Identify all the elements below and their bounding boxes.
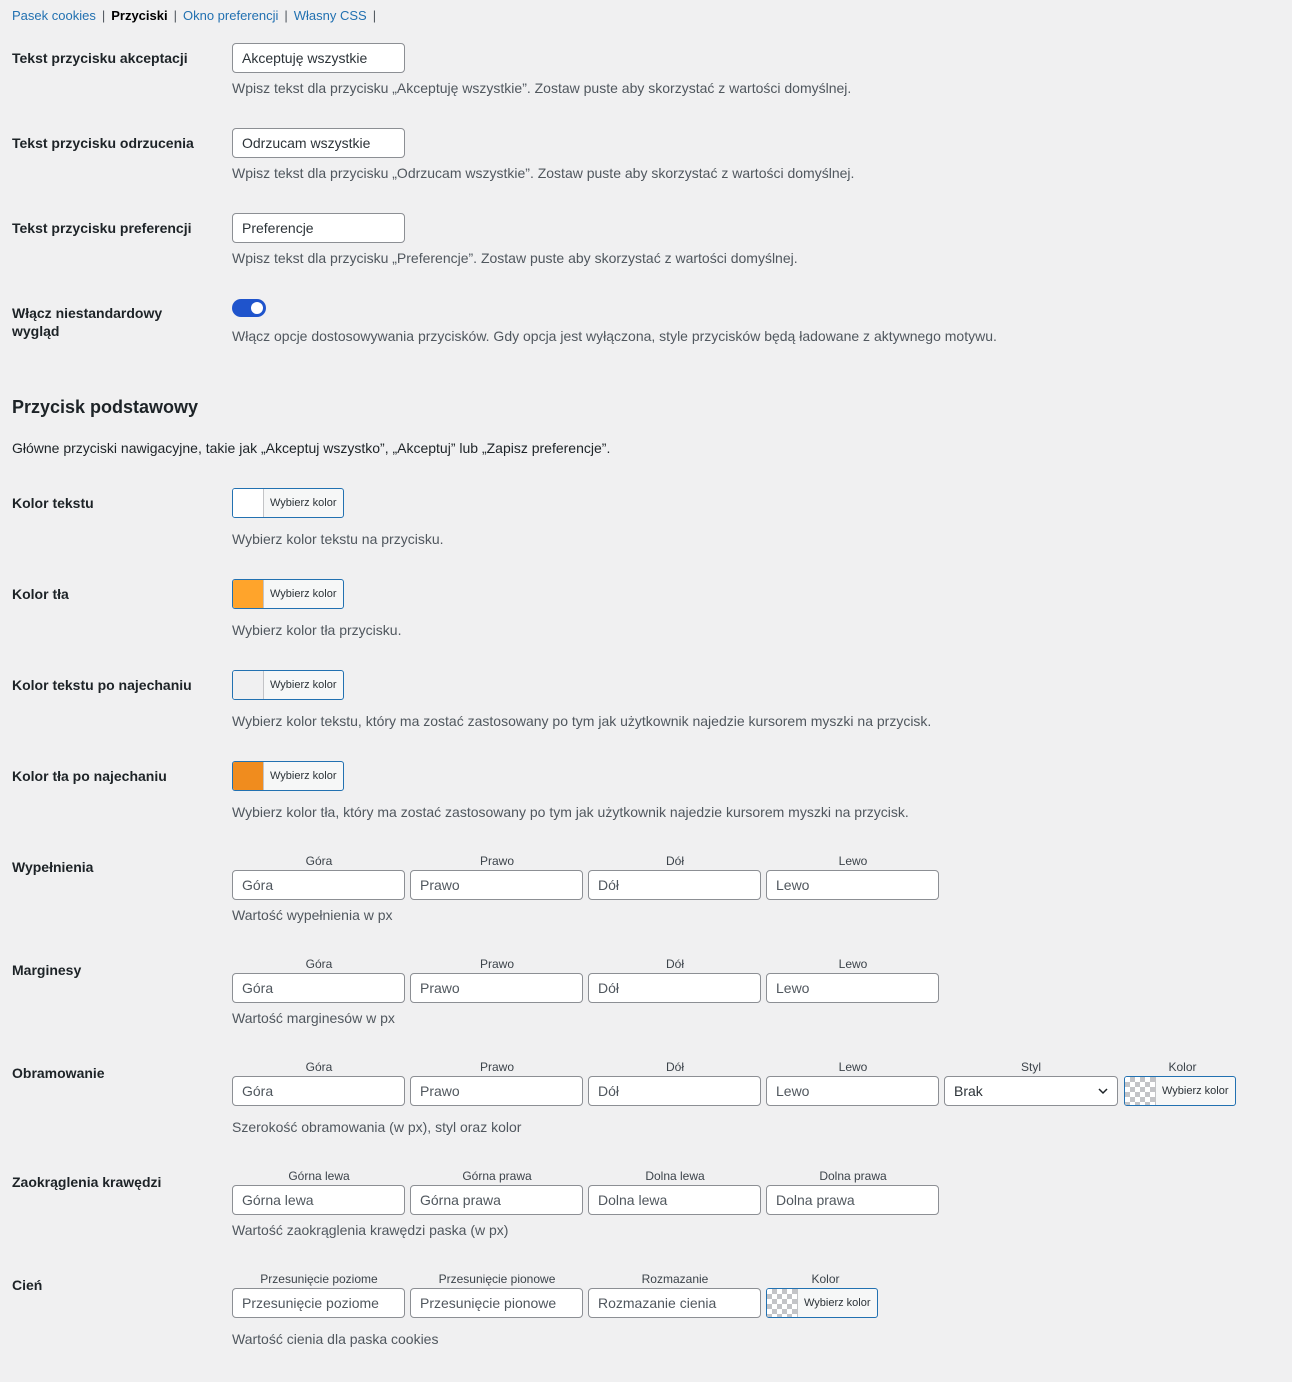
toggle-knob: [251, 302, 263, 314]
choose-color-label: Wybierz kolor: [270, 497, 337, 509]
radius-bottom-right-input[interactable]: [766, 1185, 939, 1215]
reject-text-label: Tekst przycisku odrzucenia: [12, 135, 194, 151]
shadow-blur-input[interactable]: [588, 1288, 761, 1318]
padding-right-input[interactable]: [410, 870, 583, 900]
padding-left-sublabel: Lewo: [838, 854, 868, 868]
custom-style-label: [12, 304, 162, 340]
custom-style-label-line2: wygląd: [12, 323, 60, 339]
radius-label: Zaokrąglenia krawędzi: [12, 1174, 162, 1190]
text-color-picker-button[interactable]: [232, 488, 344, 518]
subnav-current-buttons[interactable]: Przyciski: [111, 8, 168, 23]
shadow-horizontal-input[interactable]: [232, 1288, 405, 1318]
preferences-text-input[interactable]: [232, 213, 405, 243]
shadow-vertical-input[interactable]: [410, 1288, 583, 1318]
reject-text-description: Wpisz tekst dla przycisku „Odrzucam wszystkie”. Zostaw puste aby skorzystać z wartości domyślnej.: [232, 165, 855, 181]
shadow-description: Wartość cienia dla paska cookies: [232, 1331, 439, 1347]
padding-top-sublabel: Góra: [305, 854, 333, 868]
border-style-sublabel: Styl: [1020, 1060, 1041, 1074]
subnav-link-cookie-bar[interactable]: Pasek cookies: [12, 8, 96, 23]
accept-text-description: Wpisz tekst dla przycisku „Akceptuję wszystkie”. Zostaw puste aby skorzystać z wartości domyślnej.: [232, 80, 852, 96]
preferences-text-label: Tekst przycisku preferencji: [12, 220, 192, 236]
color-swatch: [233, 671, 264, 699]
border-style-select[interactable]: [944, 1076, 1118, 1106]
border-left-sublabel: Lewo: [838, 1060, 868, 1074]
padding-top-input[interactable]: [232, 870, 405, 900]
hover-background-color-description: Wybierz kolor tła, który ma zostać zastosowany po tym jak użytkownik najedzie kursorem myszki na przycisk.: [232, 804, 909, 820]
subnav-separator: |: [173, 8, 177, 23]
padding-bottom-input[interactable]: [588, 870, 761, 900]
subnav-link-custom-css[interactable]: Własny CSS: [293, 8, 367, 23]
border-color-sublabel: Kolor: [1168, 1060, 1197, 1074]
choose-color-label: Wybierz kolor: [270, 770, 337, 782]
chevron-down-icon: [1097, 1085, 1109, 1097]
margin-right-sublabel: Prawo: [479, 957, 514, 971]
margin-bottom-input[interactable]: [588, 973, 761, 1003]
custom-style-label-line1: Włącz niestandardowy: [12, 305, 163, 321]
border-bottom-sublabel: Dół: [665, 1060, 684, 1074]
margin-left-sublabel: Lewo: [838, 957, 868, 971]
text-color-label: Kolor tekstu: [12, 495, 94, 511]
hover-text-color-description: Wybierz kolor tekstu, który ma zostać zastosowany po tym jak użytkownik najedzie kursorem myszki na przycisk.: [232, 713, 932, 729]
padding-label: Wypełnienia: [12, 859, 94, 875]
hover-text-color-picker-button[interactable]: [232, 670, 344, 700]
custom-style-description: Włącz opcje dostosowywania przycisków. Gdy opcja jest wyłączona, style przycisków będą ładowane z aktywnego motywu.: [232, 328, 997, 344]
padding-description: Wartość wypełnienia w px: [232, 907, 393, 923]
accept-text-input[interactable]: [232, 43, 405, 73]
padding-left-input[interactable]: [766, 870, 939, 900]
border-label: Obramowanie: [12, 1065, 105, 1081]
radius-bottom-left-sublabel: Dolna lewa: [645, 1169, 705, 1183]
shadow-color-sublabel: Kolor: [811, 1272, 840, 1286]
border-color-picker-button[interactable]: [1124, 1076, 1236, 1106]
border-bottom-input[interactable]: [588, 1076, 761, 1106]
padding-bottom-sublabel: Dół: [665, 854, 684, 868]
transparent-color-swatch: [1125, 1077, 1156, 1105]
preferences-text-description: Wpisz tekst dla przycisku „Preferencje”. Zostaw puste aby skorzystać z wartości domyślnej.: [232, 250, 798, 266]
accept-text-label: Tekst przycisku akceptacji: [12, 50, 188, 66]
radius-description: Wartość zaokrąglenia krawędzi paska (w px): [232, 1222, 509, 1238]
reject-text-input[interactable]: [232, 128, 405, 158]
radius-top-left-sublabel: Górna lewa: [288, 1169, 350, 1183]
choose-color-label: Wybierz kolor: [1162, 1085, 1229, 1097]
shadow-horizontal-sublabel: Przesunięcie poziome: [260, 1272, 378, 1286]
transparent-color-swatch: [767, 1289, 798, 1317]
choose-color-label: Wybierz kolor: [804, 1297, 871, 1309]
color-swatch: [233, 489, 264, 517]
hover-text-color-label: Kolor tekstu po najechaniu: [12, 677, 192, 693]
margin-label: Marginesy: [12, 962, 82, 978]
margin-top-input[interactable]: [232, 973, 405, 1003]
margin-right-input[interactable]: [410, 973, 583, 1003]
shadow-label: Cień: [12, 1277, 43, 1293]
choose-color-label: Wybierz kolor: [270, 588, 337, 600]
border-style-selected-value: Brak: [954, 1083, 983, 1099]
radius-bottom-right-sublabel: Dolna prawa: [819, 1169, 887, 1183]
margin-left-input[interactable]: [766, 973, 939, 1003]
padding-right-sublabel: Prawo: [479, 854, 514, 868]
subnav-link-preferences-window[interactable]: Okno preferencji: [182, 8, 279, 23]
border-description: Szerokość obramowania (w px), styl oraz kolor: [232, 1119, 522, 1135]
choose-color-label: Wybierz kolor: [270, 679, 337, 691]
background-color-picker-button[interactable]: [232, 579, 344, 609]
subnav-separator: |: [101, 8, 106, 23]
margin-top-sublabel: Góra: [305, 957, 333, 971]
border-right-sublabel: Prawo: [479, 1060, 514, 1074]
shadow-color-picker-button[interactable]: [766, 1288, 878, 1318]
subnav-separator: |: [284, 8, 288, 23]
radius-top-left-input[interactable]: [232, 1185, 405, 1215]
color-swatch: [233, 580, 264, 608]
shadow-vertical-sublabel: Przesunięcie pionowe: [438, 1272, 556, 1286]
radius-top-right-sublabel: Górna prawa: [462, 1169, 532, 1183]
custom-style-toggle[interactable]: [232, 299, 266, 317]
subnav: [12, 8, 382, 24]
border-right-input[interactable]: [410, 1076, 583, 1106]
margin-bottom-sublabel: Dół: [665, 957, 684, 971]
primary-button-section-description: Główne przyciski nawigacyjne, takie jak „Akceptuj wszystko”, „Akceptuj” lub „Zapisz preferencje”.: [12, 440, 611, 456]
primary-button-section-title: Przycisk podstawowy: [12, 397, 199, 417]
hover-background-color-picker-button[interactable]: [232, 761, 344, 791]
border-left-input[interactable]: [766, 1076, 939, 1106]
hover-background-color-label: Kolor tła po najechaniu: [12, 768, 167, 784]
border-top-sublabel: Góra: [305, 1060, 333, 1074]
margin-description: Wartość marginesów w px: [232, 1010, 395, 1026]
subnav-separator: |: [372, 8, 377, 23]
radius-bottom-left-input[interactable]: [588, 1185, 761, 1215]
radius-top-right-input[interactable]: [410, 1185, 583, 1215]
background-color-label: Kolor tła: [12, 586, 69, 602]
shadow-blur-sublabel: Rozmazanie: [641, 1272, 709, 1286]
background-color-description: Wybierz kolor tła przycisku.: [232, 622, 402, 638]
border-top-input[interactable]: [232, 1076, 405, 1106]
color-swatch: [233, 762, 264, 790]
text-color-description: Wybierz kolor tekstu na przycisku.: [232, 531, 444, 547]
